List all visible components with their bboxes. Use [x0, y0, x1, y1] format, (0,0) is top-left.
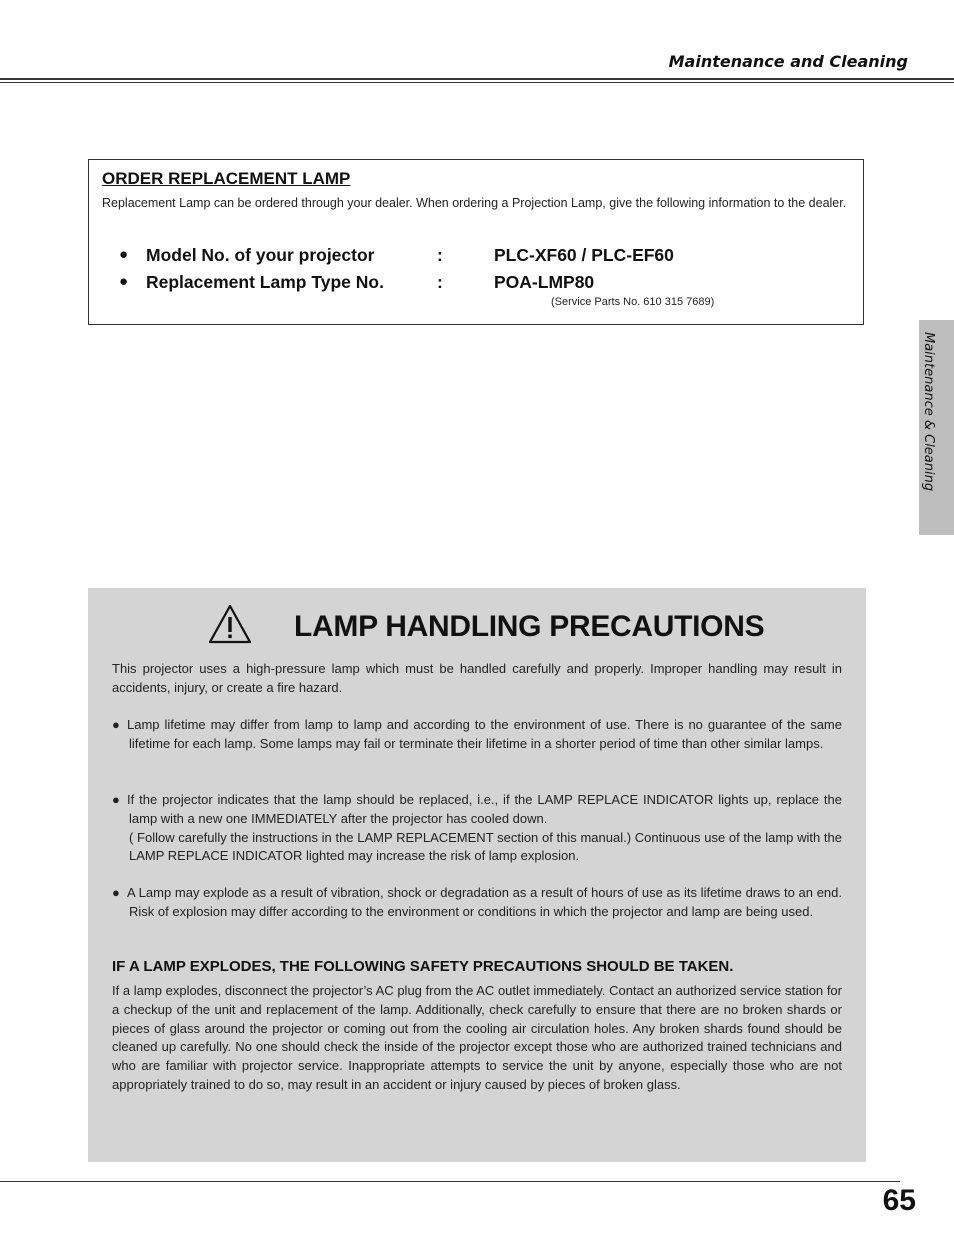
spec-value: PLC-XF60 / PLC-EF60 — [494, 245, 674, 265]
spec-separator: : — [437, 245, 443, 265]
precaution-item — [112, 884, 842, 922]
bullet-icon: ● — [112, 885, 120, 900]
page-number: 65 — [882, 1184, 916, 1217]
explode-text: If a lamp explodes, disconnect the projector’s AC plug from the AC outlet immediately. Contact an authorized service station for a checkup of the unit and replacement of the lamp. Additionally, check carefully to ensure that there are no broken shards or pieces of glass around the projector or coming out from the cooling air circulation holes. Any broken shards found should be cleaned up carefully. No one should check the inside of the projector except those who are authorized trained technicians and who are familiar with projector service. Inappropriate attempts to service the unit by anyone, especially those who are not appropriately trained to do so, may result in an accident or injury caused by pieces of broken glass. — [112, 983, 842, 1092]
precautions-title: LAMP HANDLING PRECAUTIONS — [294, 610, 765, 643]
lamp-handling-precautions-box — [88, 588, 866, 1162]
bullet-icon: ● — [119, 246, 129, 263]
precaution-item — [112, 716, 842, 754]
explode-heading: IF A LAMP EXPLODES, THE FOLLOWING SAFETY PRECAUTIONS SHOULD BE TAKEN. — [112, 958, 734, 975]
precautions-intro: This projector uses a high-pressure lamp which must be handled carefully and properly. Improper handling may result in accidents, injury, or create a fire hazard. — [112, 661, 842, 695]
footer-rule — [0, 1181, 900, 1182]
order-title: ORDER REPLACEMENT LAMP — [102, 169, 351, 188]
order-replacement-lamp-box — [88, 159, 864, 325]
precaution-item-text: A Lamp may explode as a result of vibration, shock or degradation as a result of hours of use as its lifetime draws to an end. Risk of explosion may differ according to the environment or conditions in which the projector and lamp are being used. — [127, 885, 842, 919]
section-title: Maintenance and Cleaning — [668, 52, 908, 71]
warning-triangle-icon — [208, 604, 252, 644]
precaution-item-text: If the projector indicates that the lamp should be replaced, i.e., if the LAMP REPLACE INDICATOR lights up, replace the lamp with a new one IMMEDIATELY after the projector has cooled down. — [127, 792, 842, 826]
side-tab — [919, 320, 954, 535]
spec-separator: : — [437, 272, 443, 292]
precaution-item — [112, 791, 842, 866]
order-intro: Replacement Lamp can be ordered through your dealer. When ordering a Projection Lamp, give the following information to the dealer. — [102, 196, 847, 210]
bullet-icon: ● — [112, 717, 120, 732]
header-rule — [0, 78, 954, 80]
header-rule-secondary — [0, 82, 954, 83]
precaution-item-text: Lamp lifetime may differ from lamp to lamp and according to the environment of use. There is no guarantee of the same lifetime for each lamp. Some lamps may fail or terminate their lifetime in a shorter period of time than other similar lamps. — [127, 717, 842, 751]
bullet-icon: ● — [119, 273, 129, 290]
precaution-item-followup: ( Follow carefully the instructions in the LAMP REPLACEMENT section of this manual.) Continuous use of the lamp with the LAMP REPLACE INDICATOR lighted may increase the risk of lamp explosion. — [129, 829, 842, 864]
bullet-icon: ● — [112, 792, 120, 807]
spec-label: Replacement Lamp Type No. — [146, 272, 384, 292]
side-tab-label: Maintenance & Cleaning — [921, 332, 936, 492]
spec-label: Model No. of your projector — [146, 245, 375, 265]
service-parts-note: (Service Parts No. 610 315 7689) — [551, 296, 715, 308]
spec-value: POA-LMP80 — [494, 272, 595, 292]
